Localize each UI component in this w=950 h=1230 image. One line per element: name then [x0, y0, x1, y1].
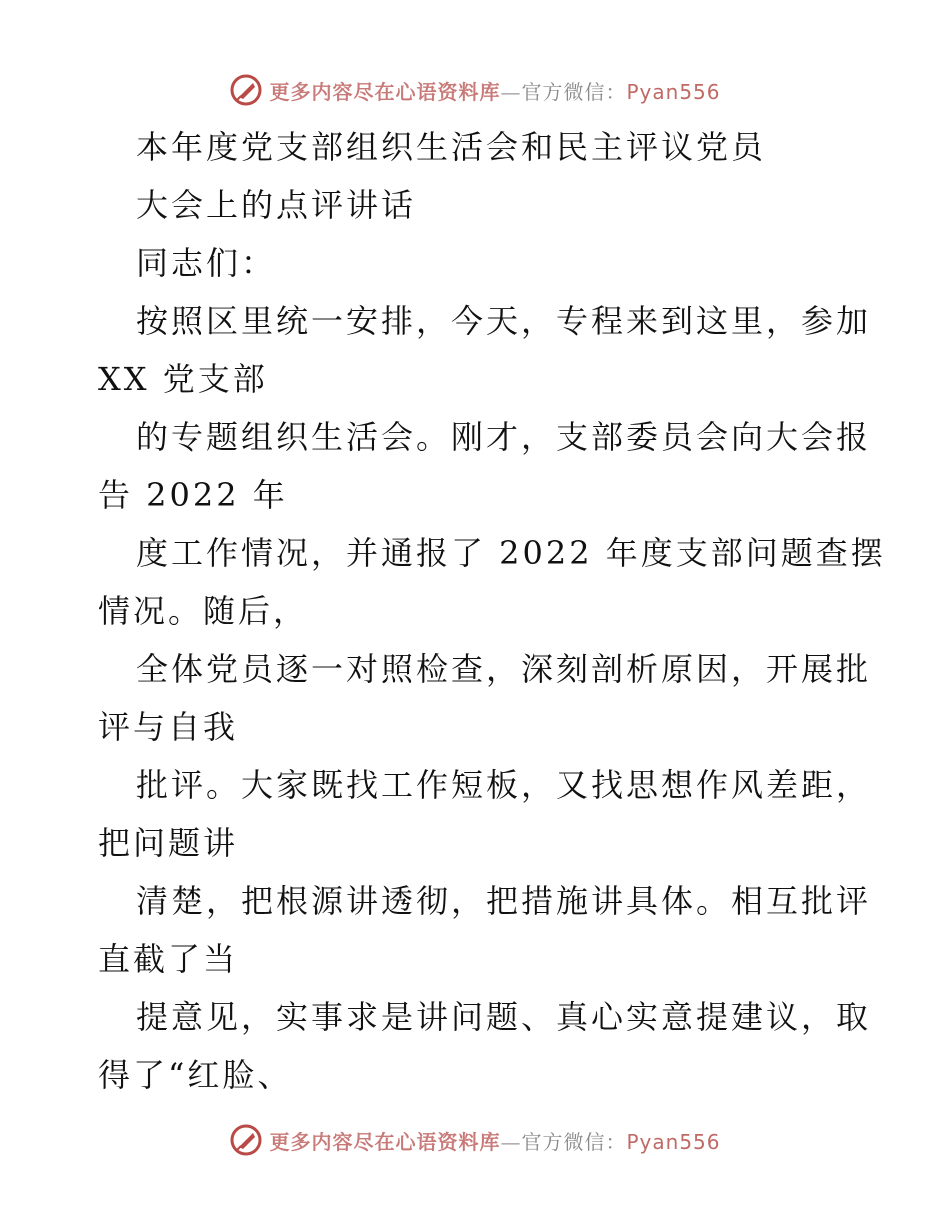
text-line: 大会上的点评讲话	[136, 186, 417, 224]
header-banner	[0, 70, 950, 110]
text-line: 批评。大家既找工作短板，又找思想作风差距，	[136, 766, 872, 804]
text-line: 按照区里统一安排，今天，专程来到这里，参加	[136, 302, 872, 340]
text-line: 本年度党支部组织生活会和民主评议党员	[136, 128, 767, 166]
banner-main-text: 更多内容尽在心语资料库	[269, 1129, 501, 1154]
document-body	[98, 118, 886, 1104]
banner-separator: —	[500, 1129, 522, 1154]
banner-text	[269, 76, 720, 105]
banner-text	[269, 1126, 720, 1155]
banner-main-text: 更多内容尽在心语资料库	[269, 79, 501, 104]
text-line: 得了“红脸、	[98, 1056, 293, 1094]
pen-nib-logo-icon	[229, 73, 263, 107]
footer-banner	[0, 1120, 950, 1160]
banner-wechat-id: Pyan556	[626, 1129, 721, 1154]
banner-wechat-id: Pyan556	[626, 79, 721, 104]
text-line: 的专题组织生活会。刚才，支部委员会向大会报	[136, 418, 872, 456]
text-line: XX 党支部	[98, 360, 268, 398]
text-line: 全体党员逐一对照检查，深刻剖析原因，开展批	[136, 650, 872, 688]
text-line: 告 2022 年	[98, 476, 288, 514]
text-line: 情况。随后，	[98, 592, 309, 630]
banner-separator: —	[500, 79, 522, 104]
text-line: 提意见，实事求是讲问题、真心实意提建议，取	[136, 998, 872, 1036]
banner-wechat-label: 官方微信：	[521, 79, 627, 104]
text-line: 评与自我	[98, 708, 239, 746]
banner-wechat-label: 官方微信：	[521, 1129, 627, 1154]
text-line: 清楚，把根源讲透彻，把措施讲具体。相互批评	[136, 882, 872, 920]
text-line: 度工作情况，并通报了 2022 年度支部问题查摆	[136, 534, 886, 572]
pen-nib-logo-icon	[229, 1123, 263, 1157]
text-line: 同志们：	[136, 244, 277, 282]
text-line: 把问题讲	[98, 824, 239, 862]
text-line: 直截了当	[98, 940, 239, 978]
